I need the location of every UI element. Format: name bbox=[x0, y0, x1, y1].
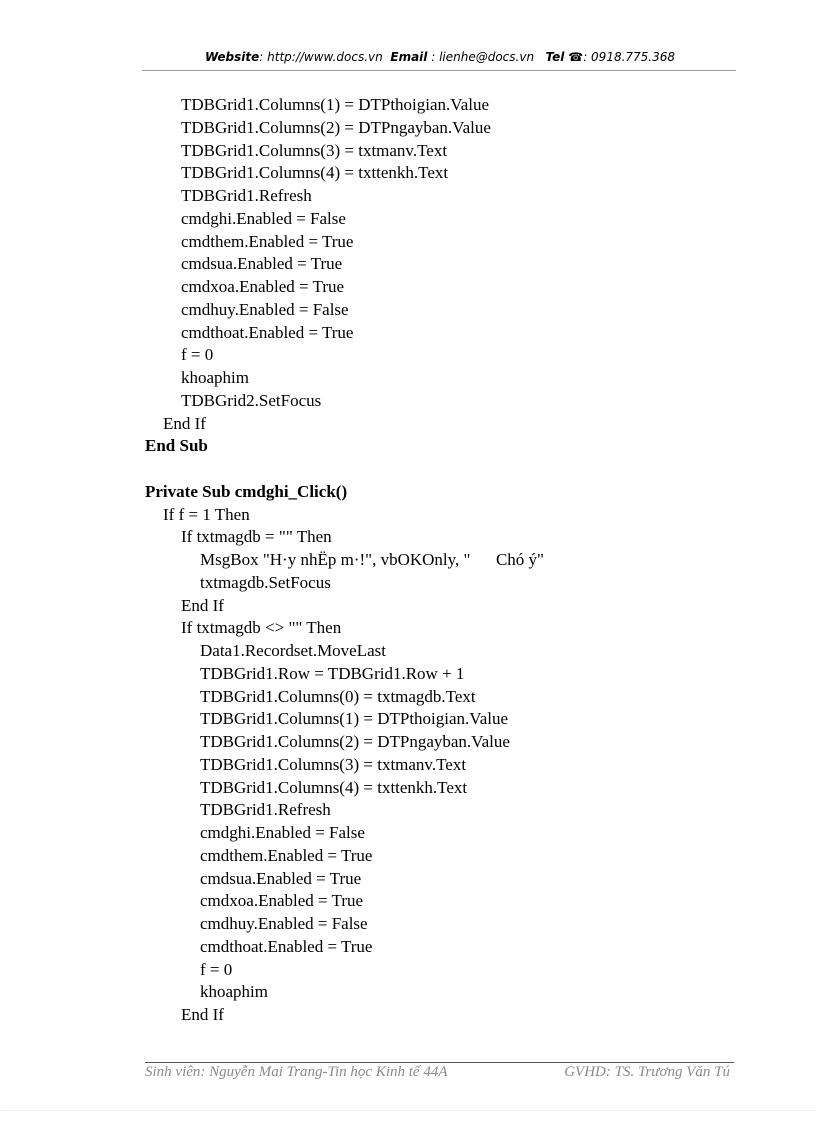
phone-icon: ☎ bbox=[568, 50, 584, 64]
code-line: TDBGrid1.Refresh bbox=[181, 186, 312, 205]
email-label: Email bbox=[390, 50, 428, 64]
tel-label: Tel bbox=[545, 50, 565, 64]
code-line: cmdthem.Enabled = True bbox=[200, 845, 373, 865]
code-line: End Sub bbox=[145, 436, 208, 456]
code-line: txtmagdb.SetFocus bbox=[200, 572, 331, 592]
code-line: TDBGrid2.SetFocus bbox=[181, 390, 322, 410]
code-line: If txtmagdb = "" Then bbox=[181, 527, 332, 547]
code-line: f = 0 bbox=[200, 959, 233, 979]
code-line: cmdxoa.Enabled = True bbox=[200, 891, 364, 911]
code-line: cmdthoat.Enabled = True bbox=[200, 936, 373, 956]
code-line: TDBGrid1.Row = TDBGrid1.Row + 1 bbox=[200, 663, 465, 683]
code-line: Private Sub cmdghi_Click() bbox=[145, 481, 348, 501]
code-line: cmdsua.Enabled = True bbox=[200, 868, 362, 888]
code-line: f = 0 bbox=[181, 345, 214, 365]
footer-divider bbox=[145, 1062, 734, 1063]
code-listing bbox=[145, 94, 745, 1027]
code-line: cmdghi.Enabled = False bbox=[181, 208, 346, 228]
code-line: TDBGrid1.Columns(3) = txtmanv.Text bbox=[200, 754, 467, 774]
code-line: End If bbox=[163, 413, 206, 433]
code-line: khoaphim bbox=[200, 982, 268, 1002]
code-line: cmdghi.Enabled = False bbox=[200, 823, 365, 842]
code-line: cmdhuy.Enabled = False bbox=[200, 914, 368, 933]
code-line: cmdsua.Enabled = True bbox=[181, 254, 343, 274]
header-divider bbox=[142, 70, 736, 71]
code-line: TDBGrid1.Columns(3) = txtmanv.Text bbox=[181, 140, 448, 160]
code-line: TDBGrid1.Columns(1) = DTPthoigian.Value bbox=[181, 95, 490, 114]
page-header bbox=[145, 50, 735, 64]
code-line: If f = 1 Then bbox=[163, 504, 250, 524]
code-line: End If bbox=[181, 595, 224, 615]
code-line: End If bbox=[181, 1005, 224, 1024]
code-line: TDBGrid1.Columns(2) = DTPngayban.Value bbox=[200, 732, 510, 751]
code-line: TDBGrid1.Columns(0) = txtmagdb.Text bbox=[200, 686, 476, 706]
code-line: TDBGrid1.Refresh bbox=[200, 800, 331, 820]
code-line: TDBGrid1.Columns(4) = txttenkh.Text bbox=[200, 777, 468, 797]
code-line: khoaphim bbox=[181, 368, 249, 387]
website-value: : http://www.docs.vn bbox=[259, 50, 383, 64]
code-line: Data1.Recordset.MoveLast bbox=[200, 641, 386, 660]
code-line: TDBGrid1.Columns(2) = DTPngayban.Value bbox=[181, 117, 491, 137]
code-line bbox=[145, 458, 745, 481]
code-line: cmdhuy.Enabled = False bbox=[181, 299, 349, 319]
email-value: : lienhe@docs.vn bbox=[427, 50, 535, 64]
footer-student: Sinh viên: Nguyễn Mai Trang-Tin học Kinh tế 44A bbox=[145, 1064, 448, 1080]
code-line: cmdthoat.Enabled = True bbox=[181, 322, 354, 342]
code-line: If txtmagdb <> "" Then bbox=[181, 618, 342, 638]
code-line: cmdxoa.Enabled = True bbox=[181, 277, 345, 296]
website-label: Website bbox=[204, 50, 260, 64]
footer-advisor: GVHD: TS. Trương Văn Tú bbox=[564, 1064, 730, 1080]
code-line: MsgBox "H·y nhËp m·!", vbOKOnly, " Chó ý" bbox=[200, 550, 544, 569]
code-line: cmdthem.Enabled = True bbox=[181, 231, 354, 251]
code-line: TDBGrid1.Columns(1) = DTPthoigian.Value bbox=[200, 709, 509, 729]
tel-value: : 0918.775.368 bbox=[583, 50, 676, 64]
code-line: TDBGrid1.Columns(4) = txttenkh.Text bbox=[181, 163, 449, 183]
page-bottom-border bbox=[0, 1110, 816, 1111]
